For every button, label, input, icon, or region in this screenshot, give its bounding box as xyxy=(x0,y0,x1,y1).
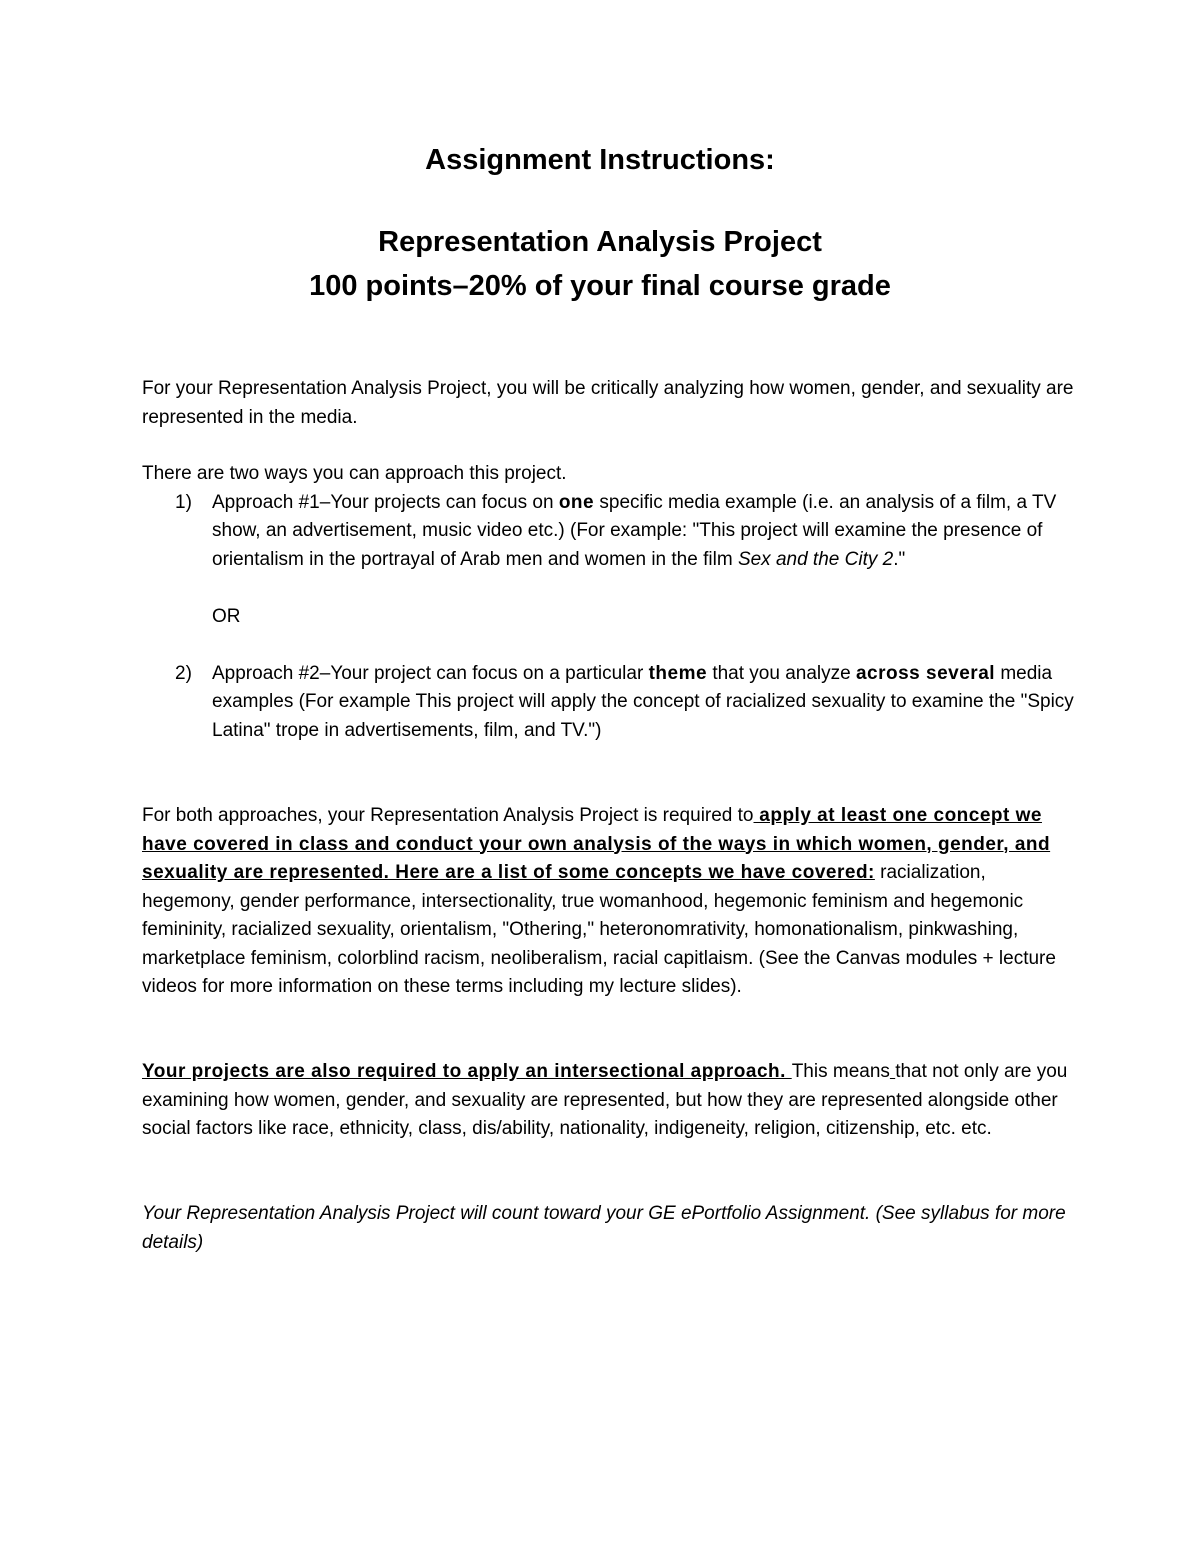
approach-2-middle: that you analyze xyxy=(707,662,856,684)
project-title: Representation Analysis Project xyxy=(378,226,822,258)
approaches-section xyxy=(142,460,1082,745)
approach-1-film-title: Sex and the City 2 xyxy=(737,548,894,570)
concepts-paragraph xyxy=(142,802,1082,1002)
concepts-list: racialization, hegemony, gender performance, intersectionality, true womanhood, hegemonic feminism and hegemonic femininity, racialized sexuality, orientalism, "Othering," heteronomrativity, homonationalism, pinkwashing, marketplace feminism, colorblind racism, neoliberalism, racial capitlaism. (See the Canvas modules + lecture videos for more information on these terms including my lecture slides). xyxy=(142,862,1056,997)
concepts-text xyxy=(142,802,1082,1002)
approach-2-across-several: across several xyxy=(855,662,996,684)
approach-1-before: Approach #1–Your projects can focus on xyxy=(212,491,559,513)
ways-intro: There are two ways you can approach this project. xyxy=(142,463,567,484)
approach-2-item xyxy=(142,660,1082,746)
project-heading xyxy=(0,220,1200,308)
assignment-title-text: Assignment Instructions: xyxy=(425,144,775,176)
eportfolio-note xyxy=(142,1200,1082,1257)
approach-2-after: media examples (For example This project will apply the concept of racialized sexuality to examine the "Spicy Latina" trope in advertisements, film, and TV.") xyxy=(212,662,1074,741)
approach-1-after: specific media example (i.e. an analysis of a film, a TV show, an advertisement, music video etc.) (For example: "This project will examine the presence of orientalism in the portrayal of Arab men and women in the film xyxy=(212,491,1057,570)
concepts-required: apply at least one concept we have covered in class and conduct your own analysis of the ways in which women, gender, and sexuality are represented. Here are a list of some concepts we have covered: xyxy=(142,805,1051,883)
points-subtitle: 100 points–20% of your final course grade xyxy=(309,270,891,302)
intersectional-text xyxy=(142,1058,1082,1144)
approach-1-number: 1) xyxy=(175,491,192,513)
intersectional-paragraph xyxy=(142,1058,1082,1144)
approach-1-item xyxy=(142,489,1082,575)
eportfolio-note-text: Your Representation Analysis Project will count toward your GE ePortfolio Assignment. (See syllabus for more details) xyxy=(142,1203,1066,1253)
intro-text: For your Representation Analysis Project, you will be critically analyzing how women, gender, and sexuality are represented in the media. xyxy=(142,378,1074,428)
or-label: OR xyxy=(212,605,241,627)
approach-2-theme: theme xyxy=(648,662,708,684)
intersectional-required: Your projects are also required to apply an intersectional approach. xyxy=(142,1061,792,1082)
approach-1-emphasis: one xyxy=(558,491,595,513)
intersectional-text-1: This means xyxy=(791,1061,890,1082)
approach-2-number: 2) xyxy=(175,662,192,684)
approach-2-before: Approach #2–Your project can focus on a particular xyxy=(212,662,649,684)
assignment-title xyxy=(0,138,1200,182)
approaches-list xyxy=(142,489,1082,746)
intro-paragraph xyxy=(142,375,1082,432)
approach-1-end: ." xyxy=(893,548,906,570)
intersectional-text-2: that not only are you examining how women, gender, and sexuality are represented, but how they are represented alongside other social factors like race, ethnicity, class, dis/ability, nationality, indigeneity, religion, citizenship, etc. etc. xyxy=(142,1061,1068,1139)
concepts-lead: For both approaches, your Representation Analysis Project is required to xyxy=(142,805,754,826)
or-item xyxy=(142,603,1082,632)
